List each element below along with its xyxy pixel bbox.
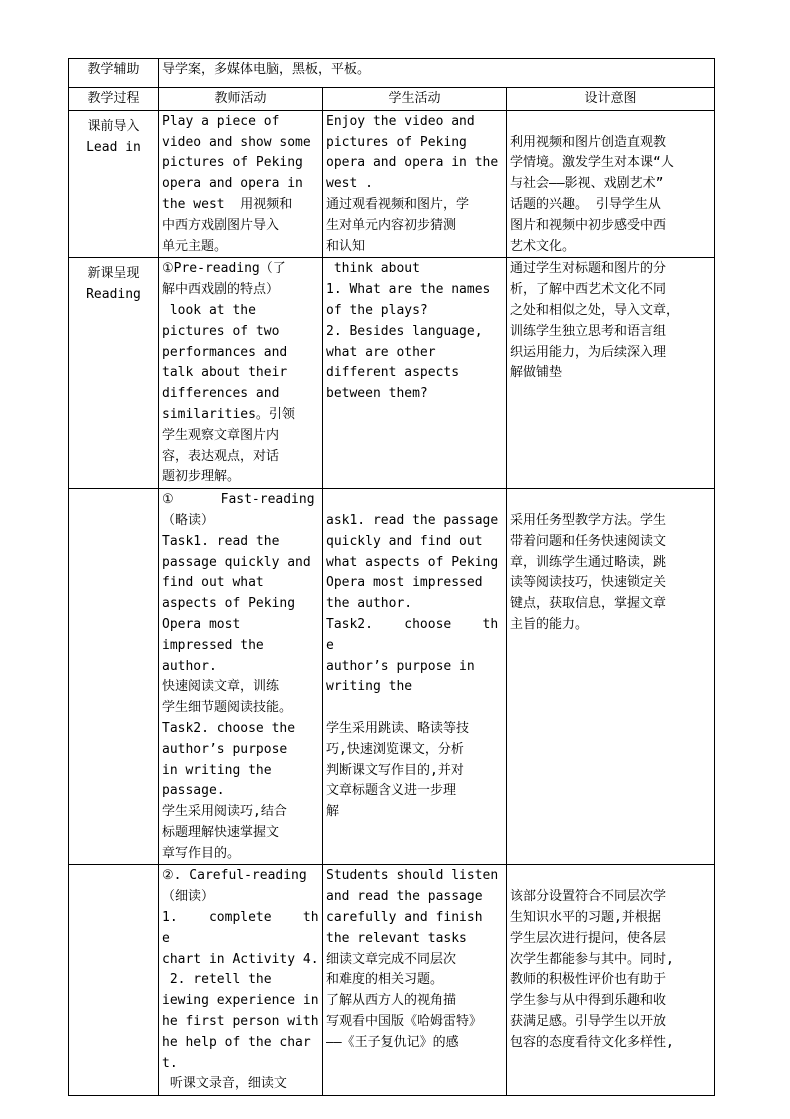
teacher-activity-cell: ① Fast-reading （略读） Task1. read the passage quickly and find out what aspects of Peking Opera most impressed the author. 快速阅读文章，训练 学生细节题阅读技能。 Task2. choose the author’s purpose in writing the passage. 学生采用阅读巧,结合 标题理解快速掌握文 章写作目的。: [159, 489, 323, 865]
design-intent-cell: 通过学生对标题和图片的分 析，了解中西艺术文化不同 之处和相似之处，导入文章， 训练学生独立思考和语言组 织运用能力，为后续深入理 解做铺垫: [507, 258, 715, 489]
stage-cell: [69, 865, 159, 1096]
aids-value: 导学案，多媒体电脑，黑板，平板。: [159, 59, 715, 88]
table-row: [69, 865, 715, 1096]
table-row: [69, 110, 715, 258]
header-process: 教学过程: [69, 88, 159, 111]
header-intent: 设计意图: [507, 88, 715, 111]
aids-row: [69, 59, 715, 88]
student-activity-cell: ask1. read the passage quickly and find out what aspects of Peking Opera most impressed the author. Task2. choose the author’s purpose in writing the 学生采用跳读、略读等技 巧,快速浏览课文，分析 判断课文写作目的,并对 文章标题含义进一步理 解: [323, 489, 507, 865]
stage-cell: 新课呈现 Reading: [69, 258, 159, 489]
lesson-plan-table: [68, 58, 714, 1096]
header-row: [69, 88, 715, 111]
aids-label: 教学辅助: [69, 59, 159, 88]
student-activity-cell: Enjoy the video and pictures of Peking opera and opera in the west . 通过观看视频和图片，学 生对单元内容初步猜测 和认知: [323, 110, 507, 258]
table-row: [69, 258, 715, 489]
design-intent-cell: 该部分设置符合不同层次学 生知识水平的习题,并根据 学生层次进行提问，使各层 次学生都能参与其中。同时, 教师的积极性评价也有助于 学生参与从中得到乐趣和收 获满足感。引导学生以开放 包容的态度看待文化多样性,: [507, 865, 715, 1096]
stage-cell: 课前导入 Lead in: [69, 110, 159, 258]
student-activity-cell: Students should listen and read the passage carefully and finish the relevant tasks 细读文章完成不同层次 和难度的相关习题。 了解从西方人的视角描 写观看中国版《哈姆雷特》 ——《王子复仇记》的感: [323, 865, 507, 1096]
teacher-activity-cell: Play a piece of video and show some pictures of Peking opera and opera in the west 用视频和 中西方戏剧图片导入 单元主题。: [159, 110, 323, 258]
header-teacher: 教师活动: [159, 88, 323, 111]
design-intent-cell: 利用视频和图片创造直观教 学情境。激发学生对本课“人 与社会——影视、戏剧艺术” 话题的兴趣。 引导学生从 图片和视频中初步感受中西 艺术文化。: [507, 110, 715, 258]
student-activity-cell: think about 1. What are the names of the plays? 2. Besides language, what are other different aspects between them?: [323, 258, 507, 489]
teacher-activity-cell: ②. Careful-reading （细读） 1. complete the chart in Activity 4. 2. retell the iewing experience in he first person with he help of the chart. 听课文录音，细读文: [159, 865, 323, 1096]
lesson-table: [68, 58, 715, 1096]
design-intent-cell: 采用任务型教学方法。学生 带着问题和任务快速阅读文 章，训练学生通过略读，跳 读等阅读技巧，快速锁定关 键点，获取信息，掌握文章 主旨的能力。: [507, 489, 715, 865]
header-student: 学生活动: [323, 88, 507, 111]
stage-cell: [69, 489, 159, 865]
table-row: [69, 489, 715, 865]
teacher-activity-cell: ①Pre-reading（了 解中西戏剧的特点） look at the pictures of two performances and talk about their differences and similarities。引领 学生观察文章图片内 容，表达观点，对话 题初步理解。: [159, 258, 323, 489]
